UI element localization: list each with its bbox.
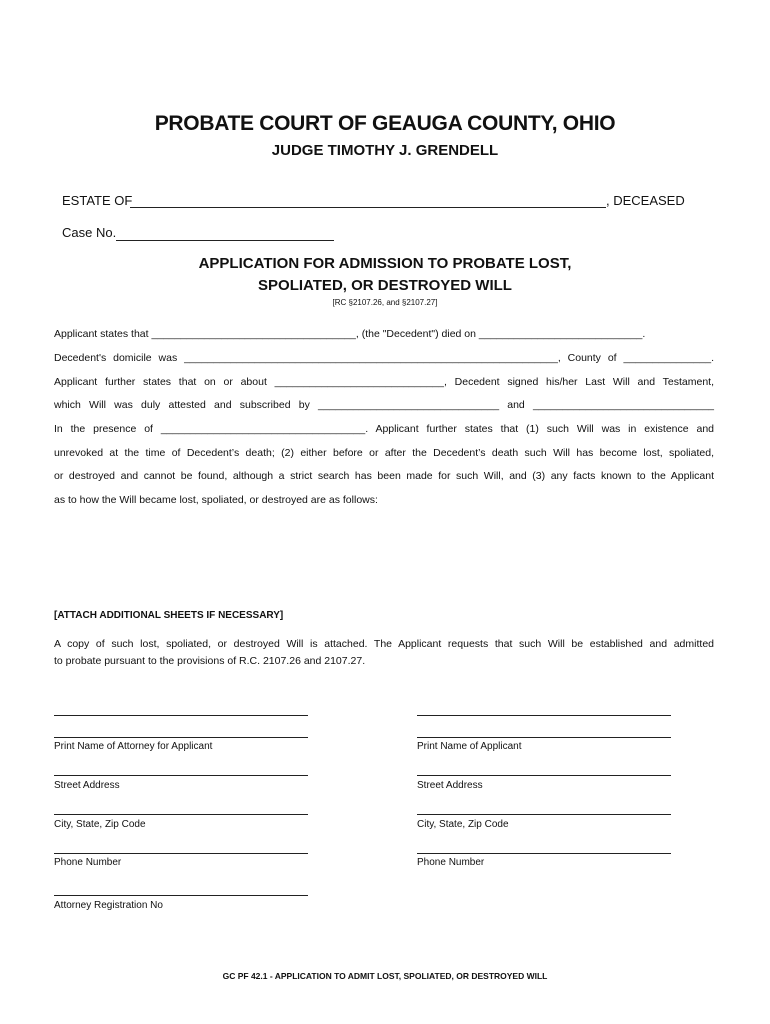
judge-name: JUDGE TIMOTHY J. GRENDELL (271, 142, 499, 159)
applicant-phone-label: Phone Number (417, 857, 485, 868)
attorney-phone-label: Phone Number (54, 857, 122, 868)
form-title-line2: SPOLIATED, OR DESTROYED WILL (258, 277, 512, 294)
body-text-line: as to how the Will became lost, spoliated, or destroyed are as follows: (54, 494, 378, 506)
case-number-field[interactable] (116, 240, 334, 241)
estate-label: ESTATE OF (62, 193, 133, 208)
applicant-signature-line[interactable] (417, 715, 671, 716)
applicant-statement-line[interactable]: Applicant states that ___________________________________, (the "Decedent") died on ____________________________. (54, 328, 646, 340)
applicant-street-line[interactable] (417, 775, 671, 776)
presence-line[interactable]: In the presence of ___________________________________. Applicant further states that (1) such Will was in existence and (54, 423, 714, 435)
estate-name-field[interactable] (130, 207, 606, 208)
attorney-registration-line[interactable] (54, 895, 308, 896)
attorney-signature-line[interactable] (54, 715, 308, 716)
attorney-street-line[interactable] (54, 775, 308, 776)
request-text-line: to probate pursuant to the provisions of R.C. 2107.26 and 2107.27. (54, 655, 366, 667)
attorney-print-name-label: Print Name of Attorney for Applicant (54, 741, 213, 752)
facts-entry-area[interactable] (54, 515, 714, 605)
applicant-street-label: Street Address (417, 780, 483, 791)
will-signed-line[interactable]: Applicant further states that on or about _____________________________, Decedent signed his/her Last Will and Testament, (54, 376, 714, 388)
statute-reference: [RC §2107.26, and §2107.27] (332, 298, 438, 307)
court-name: PROBATE COURT OF GEAUGA COUNTY, OHIO (154, 112, 616, 135)
attorney-street-label: Street Address (54, 780, 120, 791)
body-text-line: unrevoked at the time of Decedent’s death; (2) either before or after the Decedent’s death such Will has become lost, spoliated, (54, 447, 714, 459)
applicant-print-name-line[interactable] (417, 737, 671, 738)
deceased-label: , DECEASED (606, 193, 685, 208)
attorney-registration-label: Attorney Registration No (54, 900, 163, 911)
attorney-city-label: City, State, Zip Code (54, 819, 146, 830)
request-text-line: A copy of such lost, spoliated, or destroyed Will is attached. The Applicant requests that such Will be established and admitted (54, 638, 714, 650)
form-footer: GC PF 42.1 - APPLICATION TO ADMIT LOST, SPOLIATED, OR DESTROYED WILL (222, 971, 548, 981)
case-number-label: Case No. (62, 225, 117, 240)
attach-sheets-note: [ATTACH ADDITIONAL SHEETS IF NECESSARY] (54, 610, 284, 621)
applicant-city-label: City, State, Zip Code (417, 819, 509, 830)
applicant-phone-line[interactable] (417, 853, 671, 854)
attorney-phone-line[interactable] (54, 853, 308, 854)
applicant-print-name-label: Print Name of Applicant (417, 741, 522, 752)
attorney-city-line[interactable] (54, 814, 308, 815)
attorney-print-name-line[interactable] (54, 737, 308, 738)
witnesses-line[interactable]: which Will was duly attested and subscribed by _______________________________ and _______________________________ (54, 399, 714, 411)
applicant-city-line[interactable] (417, 814, 671, 815)
body-text-line: or destroyed and cannot be found, although a strict search has been made for such Will, and (3) any facts known to the Applicant (54, 470, 714, 482)
form-title-line1: APPLICATION FOR ADMISSION TO PROBATE LOST, (198, 255, 572, 272)
domicile-line[interactable]: Decedent's domicile was ________________________________________________________________, County of _______________. (54, 352, 714, 364)
